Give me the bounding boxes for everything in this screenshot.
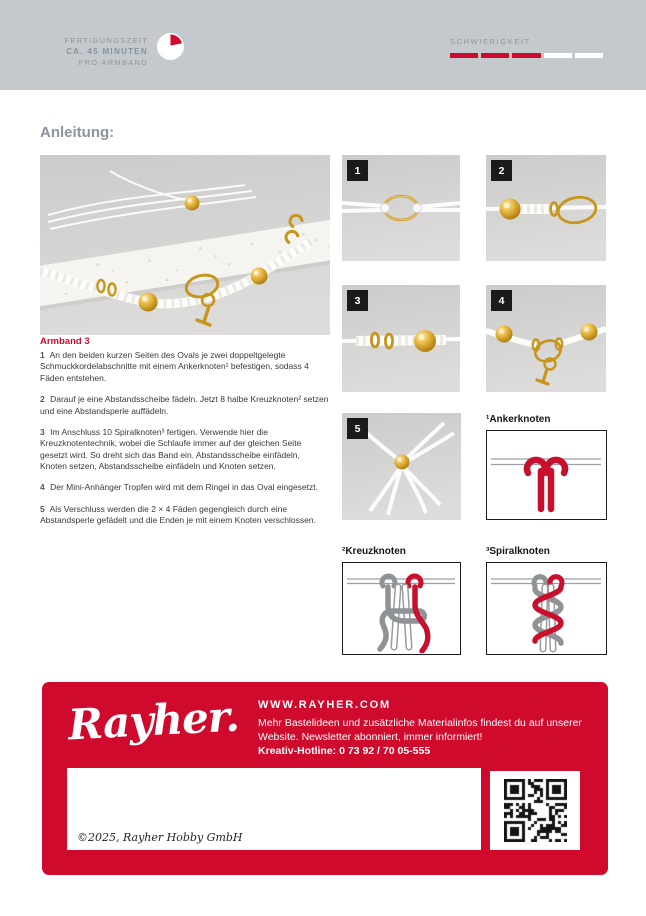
- difficulty-label: SCHWIERIGKEIT: [450, 37, 531, 46]
- gold-bead: [414, 330, 436, 352]
- step-badge: 4: [491, 290, 512, 311]
- step-text: Im Anschluss 10 Spiralknoten³ fertigen. Verwende hier die Kreuzknotentechnik, wobei die Schlaufe immer auf der gleichen Seite gesetzt wird. So dreht sich das Band ein. Abstandsscheibe einfädeln, Knoten setzen, Abstandsscheibe einfädeln und Knoten setzen.: [40, 426, 302, 471]
- step-badge: 2: [491, 160, 512, 181]
- production-time-line3: PRO ARMBAND: [78, 58, 148, 67]
- gold-bead: [139, 293, 158, 312]
- difficulty-segment: [575, 53, 603, 58]
- step-photo-5: [342, 413, 461, 520]
- qr-code: [504, 779, 567, 842]
- footer-description: Mehr Bastelideen und zusätzliche Materialinfos findest du auf unserer Website. Newsletter abonniert, immer informiert!: [258, 717, 582, 744]
- difficulty-segment: [481, 53, 509, 58]
- knot-diagram-spiralknoten: [486, 562, 607, 655]
- step-text: An den beiden kurzen Seiten des Ovals je zwei doppeltgelegte Schmuckkordelabschnitte mit einem Ankerknoten¹ befestigen, sodass 4 Fäden entstehen.: [40, 350, 309, 383]
- step-text: Darauf je eine Abstandsscheibe fädeln. Jetzt 8 halbe Kreuzknoten² setzen und eine Abstandsperle auffädeln.: [40, 394, 329, 416]
- copyright: ©2025, Rayher Hobby GmbH: [77, 831, 243, 844]
- step-photo-2: [486, 155, 606, 261]
- gold-bead: [185, 196, 200, 211]
- production-time-line1: FERTIGUNGSZEIT: [64, 36, 148, 45]
- gold-bead: [395, 455, 410, 470]
- step-photo-1: [342, 155, 460, 261]
- production-time-line2: CA. 45 MINUTEN: [66, 47, 148, 56]
- gold-bead: [500, 199, 521, 220]
- difficulty: [450, 37, 603, 58]
- step-number: 3: [40, 426, 45, 437]
- page-title: Anleitung:: [40, 124, 115, 141]
- address-box: [67, 768, 481, 850]
- gold-bead: [251, 268, 268, 285]
- step-number: 2: [40, 394, 45, 405]
- knot: [413, 204, 422, 213]
- knot-diagram-kreuzknoten: [342, 562, 461, 655]
- instruction-step-3: [40, 427, 329, 473]
- instruction-step-5: [40, 504, 329, 527]
- clock-icon: [156, 32, 185, 61]
- difficulty-segment: [512, 53, 540, 58]
- gold-bead: [581, 324, 598, 341]
- step-badge: 5: [347, 418, 368, 439]
- spiralknoten-label: ³Spiralknoten: [486, 546, 550, 557]
- ankerknoten-label: ¹Ankerknoten: [486, 414, 551, 425]
- instruction-step-4: [40, 482, 329, 493]
- difficulty-bar: [450, 53, 603, 58]
- knot: [381, 204, 390, 213]
- step-badge: 1: [347, 160, 368, 181]
- instruction-step-2: [40, 394, 329, 417]
- step-text: Der Mini-Anhänger Tropfen wird mit dem Ringel in das Oval eingesetzt.: [50, 482, 318, 493]
- knot-diagram-ankerknoten: [486, 430, 607, 520]
- step-photo-3: [342, 285, 460, 392]
- step-badge: 3: [347, 290, 368, 311]
- instruction-step-1: [40, 350, 329, 384]
- difficulty-segment: [450, 53, 478, 58]
- step-number: 5: [40, 503, 45, 514]
- rayher-logo: Rayher.: [66, 691, 240, 750]
- kreuzknoten-label: ²Kreuzknoten: [342, 546, 406, 557]
- step-number: 4: [40, 482, 45, 493]
- step-photo-4: [486, 285, 606, 392]
- step-number: 1: [40, 350, 45, 360]
- footer-info: [258, 699, 598, 759]
- step-text: Als Verschluss werden die 2 × 4 Fäden gegengleich durch eine Abstandsperle gefädelt und die Enden je mit einem Knoten verschlossen.: [40, 503, 316, 526]
- production-time: [20, 35, 148, 68]
- gold-bead: [496, 326, 513, 343]
- website-url: WWW.RAYHER.COM: [258, 699, 391, 711]
- hotline: Kreativ-Hotline: 0 73 92 / 70 05-555: [258, 745, 431, 758]
- footer: [42, 682, 608, 875]
- header-band: [0, 0, 646, 90]
- instructions-heading: Armband 3: [40, 336, 90, 347]
- qr-box: [490, 771, 580, 850]
- hero-photo-bracelet: [40, 155, 330, 335]
- difficulty-segment: [544, 53, 572, 58]
- instructions: [40, 336, 329, 537]
